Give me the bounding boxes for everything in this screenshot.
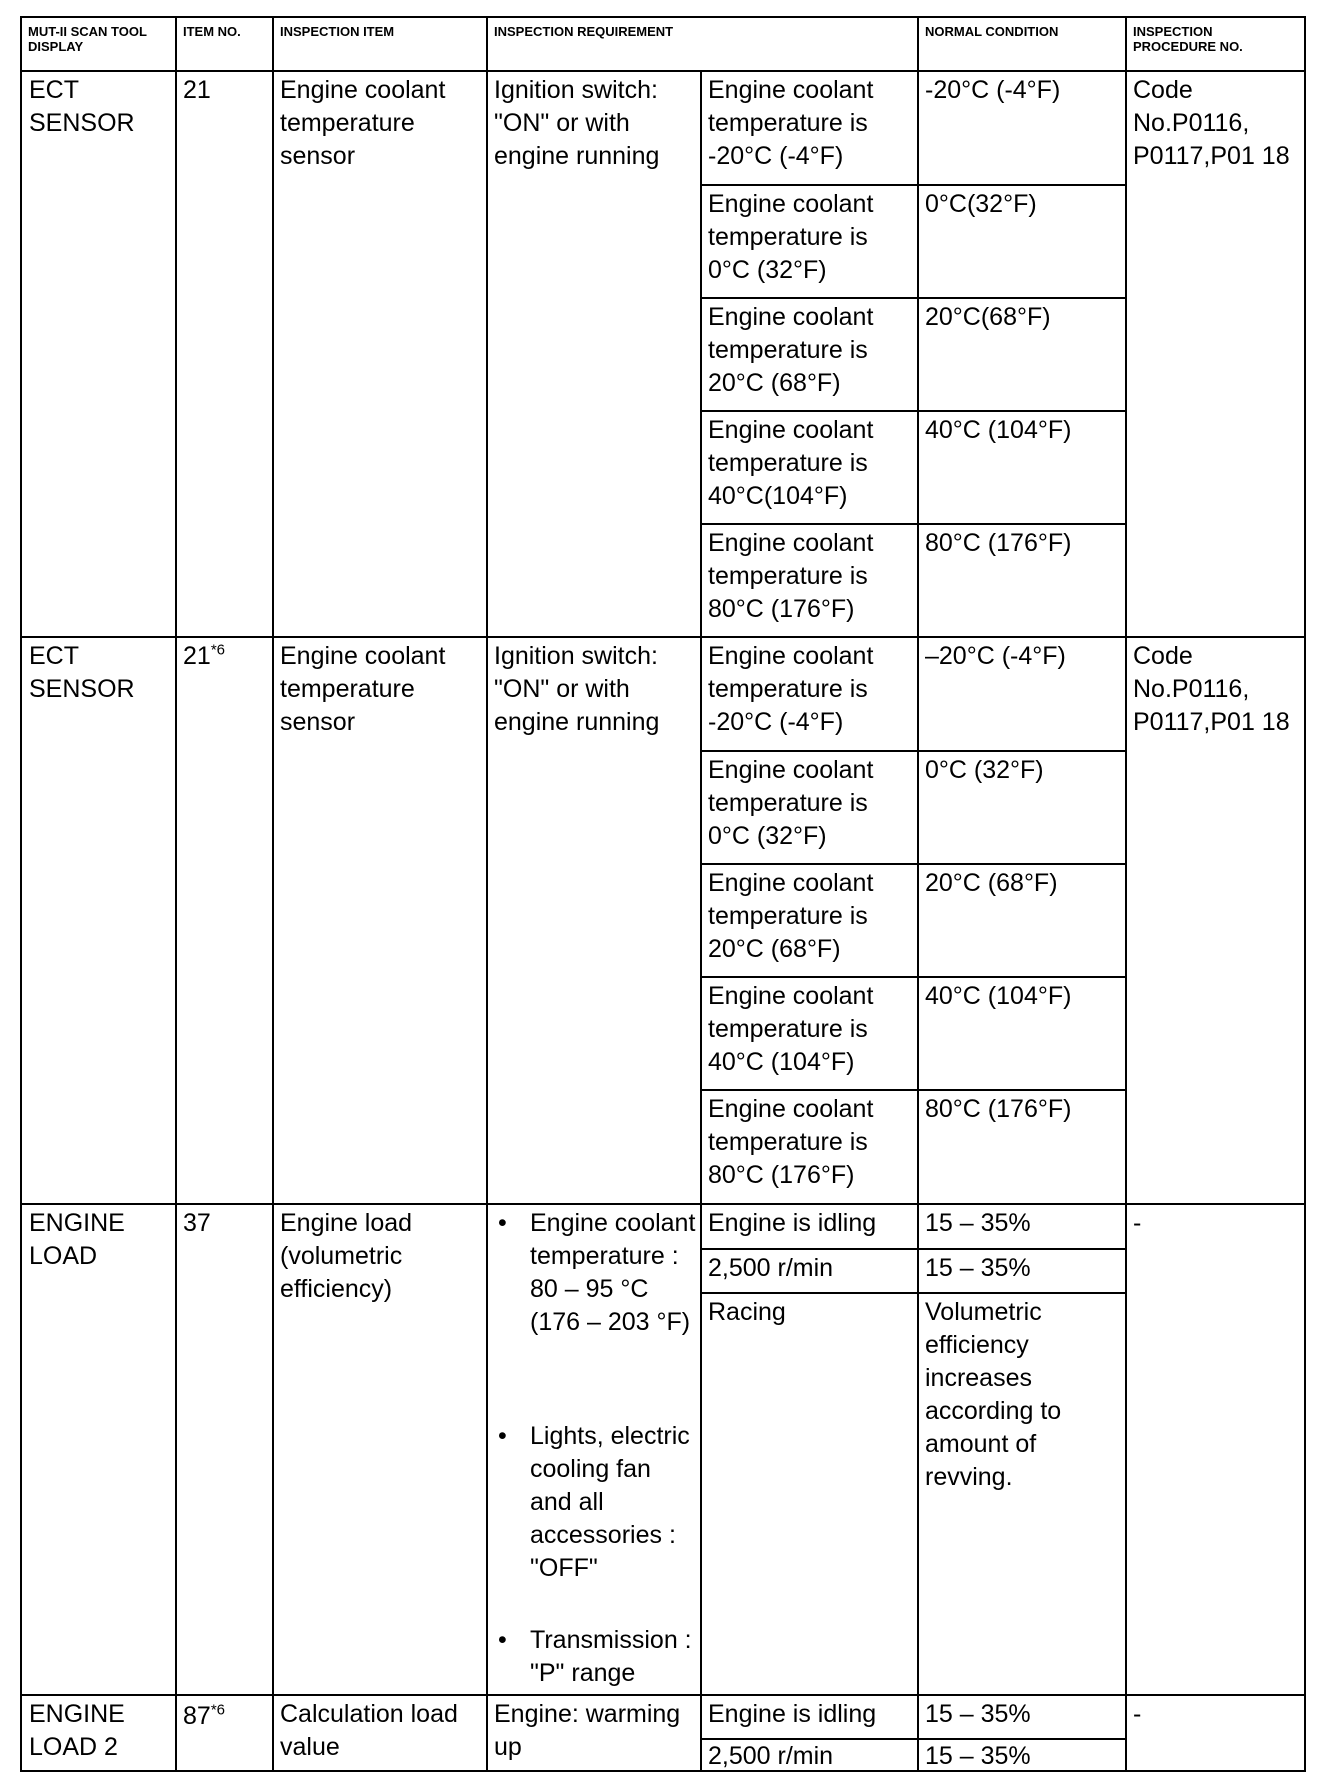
subrow-divider (700, 863, 1126, 865)
condition-cell: Engine coolant temperature is 20°C (68°F) (708, 869, 874, 963)
subrow-divider (700, 1248, 1126, 1250)
header-item-no: ITEM NO. (183, 24, 241, 39)
header-inspection-item: INSPECTION ITEM (280, 24, 395, 39)
normal-cell: 15 – 35% (925, 1254, 1031, 1282)
condition-cell: Engine coolant temperature is -20°C (-4°F) (708, 642, 874, 736)
inspection-item-cell: Calculation load value (280, 1700, 458, 1761)
condition-cell: Engine coolant temperature is 80°C (176°F) (708, 1095, 874, 1189)
inspection-item-cell: Engine coolant temperature sensor (280, 76, 446, 170)
row-divider (22, 1694, 1304, 1696)
normal-cell: 80°C (176°F) (925, 529, 1072, 557)
inspection-item-cell: Engine coolant temperature sensor (280, 642, 446, 736)
normal-cell: 20°C(68°F) (925, 303, 1051, 331)
header-display: MUT-II SCAN TOOL DISPLAY (28, 24, 147, 54)
condition-cell: Engine coolant temperature is 40°C (104°F) (708, 982, 874, 1076)
requirement-bullet: Engine coolant temperature : 80 – 95 °C (176 – 203 °F) (530, 1209, 696, 1336)
subrow-divider (700, 1089, 1126, 1091)
normal-cell: 15 – 35% (925, 1209, 1031, 1237)
normal-cell: 80°C (176°F) (925, 1095, 1072, 1123)
normal-cell: 15 – 35% (925, 1742, 1031, 1770)
condition-cell: 2,500 r/min (708, 1254, 834, 1282)
item-no-text: 87 (183, 1702, 211, 1730)
footnote-marker: *6 (210, 641, 225, 659)
requirement-bullet: Transmission : "P" range (530, 1626, 692, 1687)
row-divider (22, 636, 1304, 638)
normal-cell: 0°C (32°F) (925, 756, 1044, 784)
subrow-divider (700, 410, 1126, 412)
item-no-cell (183, 640, 269, 673)
requirement-cell: Ignition switch: "ON" or with engine running (494, 642, 660, 736)
condition-cell: Engine coolant temperature is 40°C(104°F) (708, 416, 874, 510)
procedure-cell: - (1133, 1700, 1142, 1728)
condition-cell: Engine coolant temperature is 80°C (176°F) (708, 529, 874, 623)
condition-cell: Engine coolant temperature is 0°C (32°F) (708, 190, 874, 284)
requirement-bullet: Lights, electric cooling fan and all accessories : "OFF" (530, 1422, 690, 1582)
footnote-marker: *6 (210, 1701, 225, 1719)
requirement-cell: Engine: warming up (494, 1700, 681, 1761)
procedure-cell: - (1133, 1209, 1142, 1237)
column-divider (272, 18, 274, 1770)
normal-cell: -20°C (-4°F) (925, 76, 1061, 104)
bullet-icon: • (498, 1209, 507, 1237)
row-divider (22, 1203, 1304, 1205)
subrow-divider (700, 976, 1126, 978)
display-cell: ENGINE LOAD (29, 1209, 125, 1270)
bullet-icon: • (498, 1626, 507, 1654)
normal-cell: Volumetric efficiency increases according to amount of revving. (925, 1298, 1062, 1491)
condition-cell: Racing (708, 1298, 786, 1326)
subrow-divider (700, 523, 1126, 525)
normal-cell: 15 – 35% (925, 1700, 1031, 1728)
bullet-icon: • (498, 1422, 507, 1450)
column-divider (175, 18, 177, 1770)
procedure-cell: Code No.P0116, P0117,P01 18 (1133, 642, 1290, 736)
condition-cell: 2,500 r/min (708, 1742, 834, 1770)
condition-cell: Engine coolant temperature is 0°C (32°F) (708, 756, 874, 850)
column-divider (486, 18, 488, 1770)
normal-cell: 0°C(32°F) (925, 190, 1037, 218)
inspection-item-cell: Engine load (volumetric efficiency) (280, 1209, 413, 1303)
condition-cell: Engine is idling (708, 1209, 877, 1237)
header-requirement: INSPECTION REQUIREMENT (494, 24, 674, 39)
requirement-cell: Ignition switch: "ON" or with engine running (494, 76, 660, 170)
condition-cell: Engine coolant temperature is 20°C (68°F) (708, 303, 874, 397)
normal-cell: –20°C (-4°F) (925, 642, 1066, 670)
item-no-cell: 21 (183, 76, 211, 104)
subrow-divider (700, 1292, 1126, 1294)
item-no-cell: 37 (183, 1209, 211, 1237)
requirement-subdivider (700, 70, 702, 1772)
display-cell: ENGINE LOAD 2 (29, 1700, 125, 1761)
subrow-divider (700, 750, 1126, 752)
subrow-divider (700, 297, 1126, 299)
display-cell: ECT SENSOR (29, 642, 135, 703)
condition-cell: Engine is idling (708, 1700, 877, 1728)
header-procedure-no: INSPECTION PROCEDURE NO. (1133, 24, 1243, 54)
header-normal-condition: NORMAL CONDITION (925, 24, 1059, 39)
column-divider (1125, 18, 1127, 1770)
item-no-cell (183, 1700, 269, 1733)
header-divider (22, 70, 1304, 72)
normal-cell: 40°C (104°F) (925, 982, 1072, 1010)
procedure-cell: Code No.P0116, P0117,P01 18 (1133, 76, 1290, 170)
subrow-divider (700, 184, 1126, 186)
normal-cell: 40°C (104°F) (925, 416, 1072, 444)
inspection-table (20, 16, 1306, 1772)
normal-cell: 20°C (68°F) (925, 869, 1058, 897)
item-no-text: 21 (183, 642, 211, 670)
condition-cell: Engine coolant temperature is -20°C (-4°F) (708, 76, 874, 170)
column-divider (917, 18, 919, 1770)
display-cell: ECT SENSOR (29, 76, 135, 137)
